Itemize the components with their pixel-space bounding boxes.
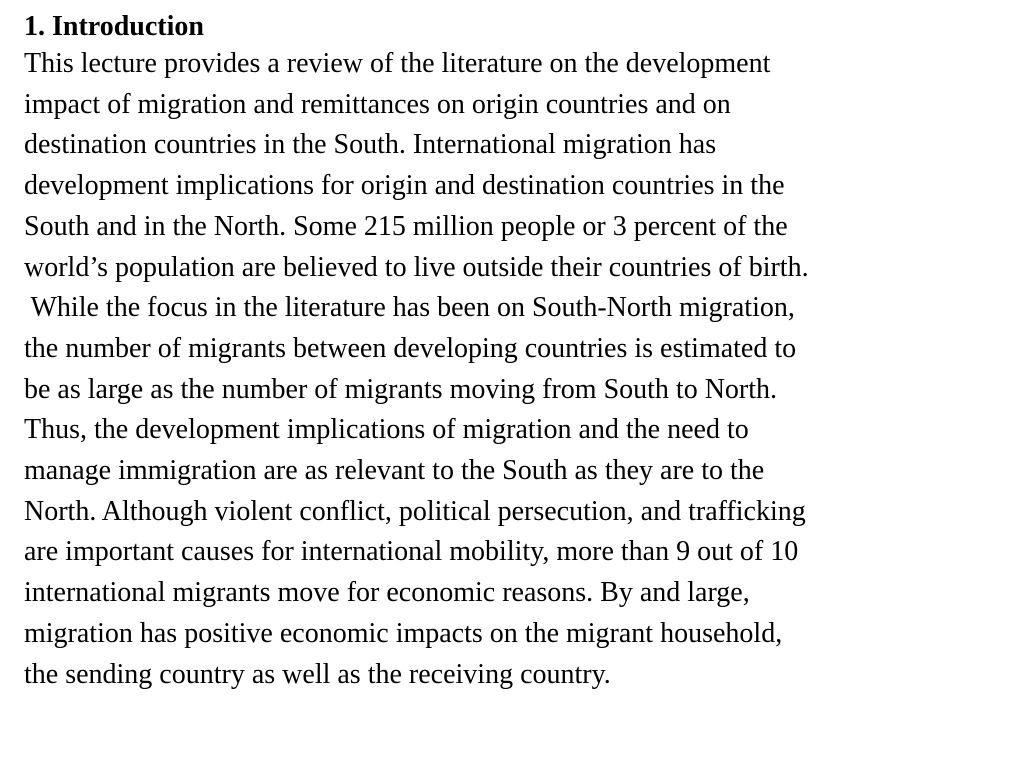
paragraph-line: destination countries in the South. International migration has (24, 129, 717, 161)
paragraph-line: migration has positive economic impacts on the migrant household, (24, 617, 783, 649)
paragraph-line: are important causes for international mobility, more than 9 out of 10 (24, 536, 799, 568)
paragraph-line: North. Although violent conflict, political persecution, and trafficking (24, 495, 806, 527)
slide-content (24, 10, 1004, 695)
introduction-paragraph (24, 44, 1004, 695)
paragraph-line: be as large as the number of migrants moving from South to North. (24, 373, 778, 405)
paragraph-line: South and in the North. Some 215 million people or 3 percent of the (24, 210, 788, 242)
paragraph-line: development implications for origin and destination countries in the (24, 170, 785, 202)
paragraph-line: manage immigration are as relevant to the South as they are to the (24, 455, 765, 487)
paragraph-line: Thus, the development implications of migration and the need to (24, 414, 749, 446)
paragraph-line: impact of migration and remittances on origin countries and on (24, 88, 731, 120)
paragraph-line: the number of migrants between developing countries is estimated to (24, 332, 797, 364)
paragraph-line: While the focus in the literature has been on South-North migration, (24, 292, 795, 324)
paragraph-line: the sending country as well as the receiving country. (24, 658, 611, 690)
paragraph-line: world’s population are believed to live outside their countries of birth. (24, 251, 809, 283)
paragraph-line: international migrants move for economic reasons. By and large, (24, 577, 750, 609)
paragraph-line: This lecture provides a review of the literature on the development (24, 48, 771, 79)
section-heading: 1. Introduction (24, 11, 204, 42)
